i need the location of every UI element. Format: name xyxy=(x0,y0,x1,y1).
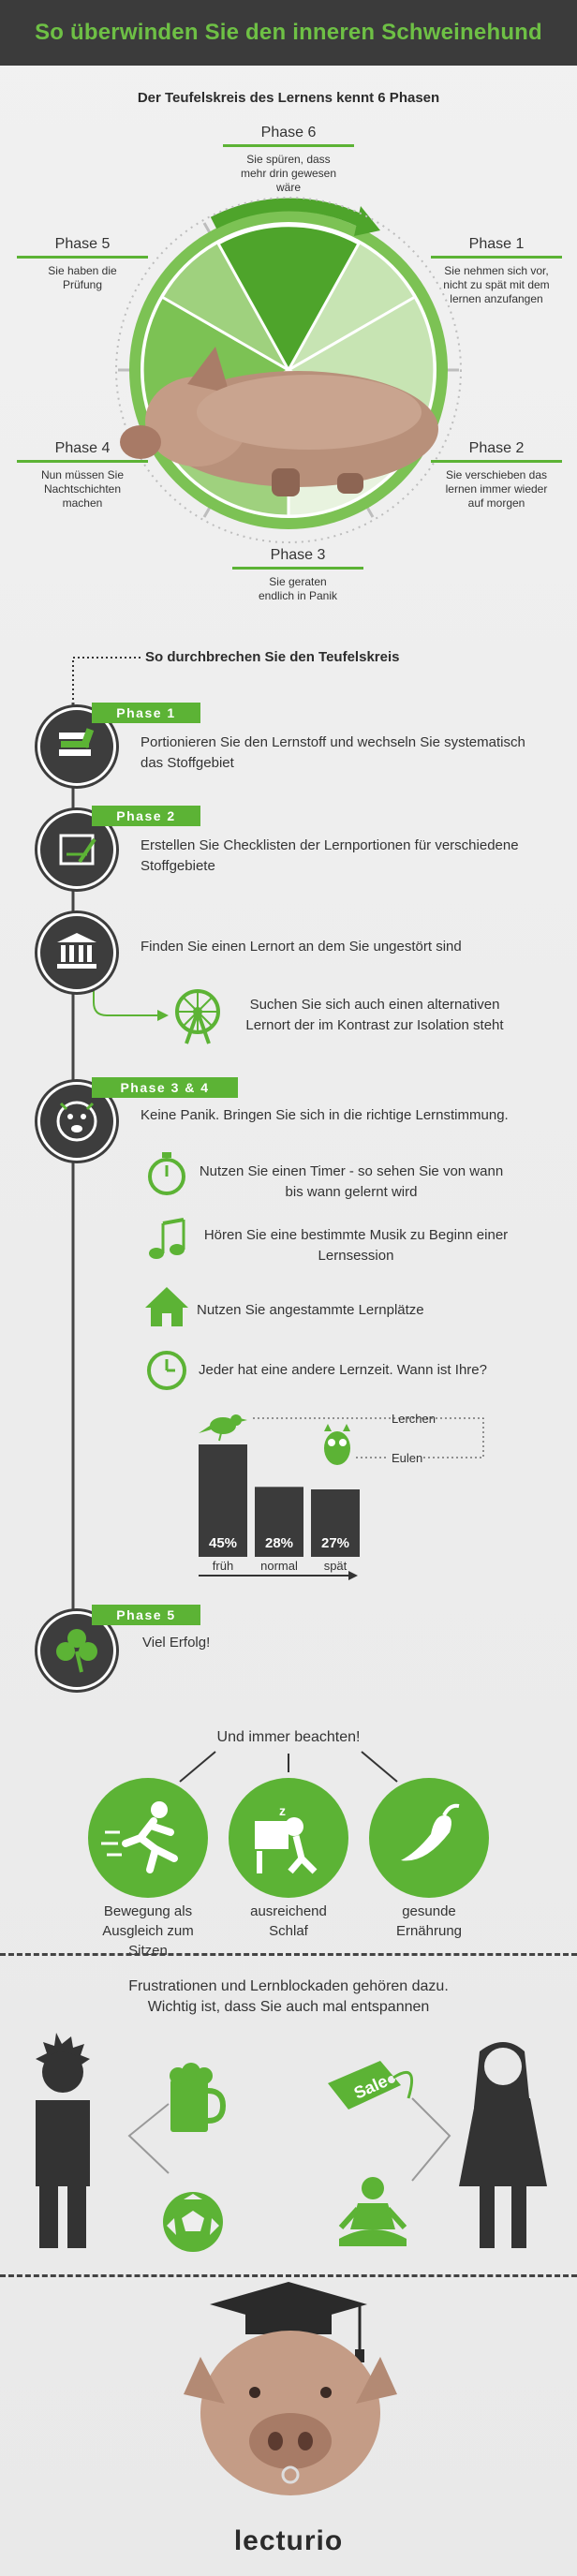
meditation-icon xyxy=(339,2177,407,2246)
step-1-tag: Phase 1 xyxy=(92,703,200,723)
ferris-wheel-icon xyxy=(170,985,225,1045)
always-label-2: ausreichend Schlaf xyxy=(250,1903,327,1939)
learning-time-chart xyxy=(187,1396,496,1583)
step-1-text: Portionieren Sie den Lernstoff und wechseln Sie systematisch das Stoffgebiet xyxy=(141,734,525,771)
chart-annotation-eulen: Eulen xyxy=(392,1451,423,1465)
beer-icon xyxy=(170,2063,223,2132)
man-figure xyxy=(36,2033,90,2248)
library-icon xyxy=(40,916,113,989)
tip-2-text: Hören Sie eine bestimmte Musik zu Beginn einer Lernsession xyxy=(203,1227,509,1264)
always-label-1: Bewegung als Ausgleich zum Sitzen xyxy=(102,1903,194,1959)
sale-tag-label: Sale xyxy=(350,2071,391,2103)
step-4-text: Keine Panik. Bringen Sie sich in die richtige Lernstimmung. xyxy=(141,1107,509,1123)
soccer-ball-icon xyxy=(163,2192,223,2252)
phase-4-underline xyxy=(17,460,148,463)
phase-3-underline xyxy=(232,567,363,570)
owl-icon xyxy=(324,1424,350,1465)
always-title: Und immer beachten! xyxy=(216,1729,361,1745)
relax-illustration xyxy=(0,2023,577,2267)
step-3-text: Finden Sie einen Lernort an dem Sie ungestört sind xyxy=(141,939,462,955)
phase-2-name: Phase 2 xyxy=(468,440,525,456)
phase-1-underline xyxy=(431,256,562,259)
sleeping-icon xyxy=(229,1778,348,1898)
nutrition-badge xyxy=(369,1778,489,1898)
relax-line-2: Wichtig ist, dass Sie auch mal entspannen xyxy=(147,1999,430,2015)
chart-category-label: spät xyxy=(323,1559,348,1573)
chart-value-label: 27% xyxy=(320,1535,350,1551)
phase-2-desc: Sie verschieben das lernen immer wieder auf morgen xyxy=(445,468,548,510)
chart-category-label: normal xyxy=(260,1559,298,1573)
chart-value-label: 28% xyxy=(264,1535,294,1551)
chart-category-label: früh xyxy=(212,1559,234,1573)
chart-value-label: 45% xyxy=(208,1535,238,1551)
step-5-text: Viel Erfolg! xyxy=(142,1635,211,1651)
tip-1-text: Nutzen Sie einen Timer - so sehen Sie von wann bis wann gelernt wird xyxy=(199,1163,504,1200)
stopwatch-icon xyxy=(145,1150,188,1197)
tip-3-text: Nutzen Sie angestammte Lernplätze xyxy=(197,1302,424,1318)
header-bar xyxy=(0,0,577,66)
phase-1-desc: Sie nehmen sich vor, nicht zu spät mit dem lernen anzufangen xyxy=(443,264,550,305)
phase-3-desc: Sie geraten endlich in Panik xyxy=(258,575,338,602)
phase-6-underline xyxy=(223,144,354,147)
music-icon xyxy=(145,1216,188,1265)
running-icon xyxy=(88,1778,208,1898)
svg-text:z: z xyxy=(279,1803,286,1818)
alt-place-text: Suchen Sie sich auch einen alternativen Lernort der im Kontrast zur Isolation steht xyxy=(245,997,504,1033)
home-icon xyxy=(143,1285,190,1328)
woman-figure xyxy=(459,2042,547,2248)
phase-6-name: Phase 6 xyxy=(260,125,317,141)
lark-icon xyxy=(199,1414,247,1441)
chart-annotation-lerchen: Lerchen xyxy=(392,1412,436,1426)
step-5-tag: Phase 5 xyxy=(92,1605,200,1625)
phase-3-name: Phase 3 xyxy=(270,547,326,563)
clock-icon xyxy=(145,1349,188,1392)
always-label-3: gesunde Ernährung xyxy=(395,1903,463,1939)
phase-6-desc: Sie spüren, dass mehr drin gewesen wäre xyxy=(240,153,337,194)
phase-5-name: Phase 5 xyxy=(54,236,111,252)
sleeping-badge xyxy=(229,1778,348,1898)
brand-logo: lecturio xyxy=(233,2525,344,2556)
cycle-subtitle: Der Teufelskreis des Lernens kennt 6 Phasen xyxy=(137,90,440,106)
phase-5-desc: Sie haben die Prüfung xyxy=(48,264,117,291)
break-subtitle: So durchbrechen Sie den Teufelskreis xyxy=(145,649,400,665)
tip-4-text: Jeder hat eine andere Lernzeit. Wann ist Ihre? xyxy=(199,1362,487,1378)
separator-2 xyxy=(0,2274,577,2277)
phase-5-underline xyxy=(17,256,148,259)
running-badge xyxy=(88,1778,208,1898)
step-2-text: Erstellen Sie Checklisten der Lernportionen für verschiedene Stoffgebiete xyxy=(141,837,519,874)
step-2-tag: Phase 2 xyxy=(92,806,200,826)
step-4-tag: Phase 3 & 4 xyxy=(92,1077,238,1098)
vegetable-icon xyxy=(369,1778,489,1898)
phase-1-name: Phase 1 xyxy=(468,236,525,252)
pig-head xyxy=(184,2331,397,2495)
step-3-badge xyxy=(37,913,116,992)
separator-1 xyxy=(0,1953,577,1956)
phase-4-desc: Nun müssen Sie Nachtschichten machen xyxy=(40,468,125,510)
page-title: So überwinden Sie den inneren Schweinehund xyxy=(35,20,542,45)
phase-2-underline xyxy=(431,460,562,463)
phase-4-name: Phase 4 xyxy=(54,440,111,456)
relax-line-1: Frustrationen und Lernblockaden gehören dazu. xyxy=(128,1978,449,1994)
